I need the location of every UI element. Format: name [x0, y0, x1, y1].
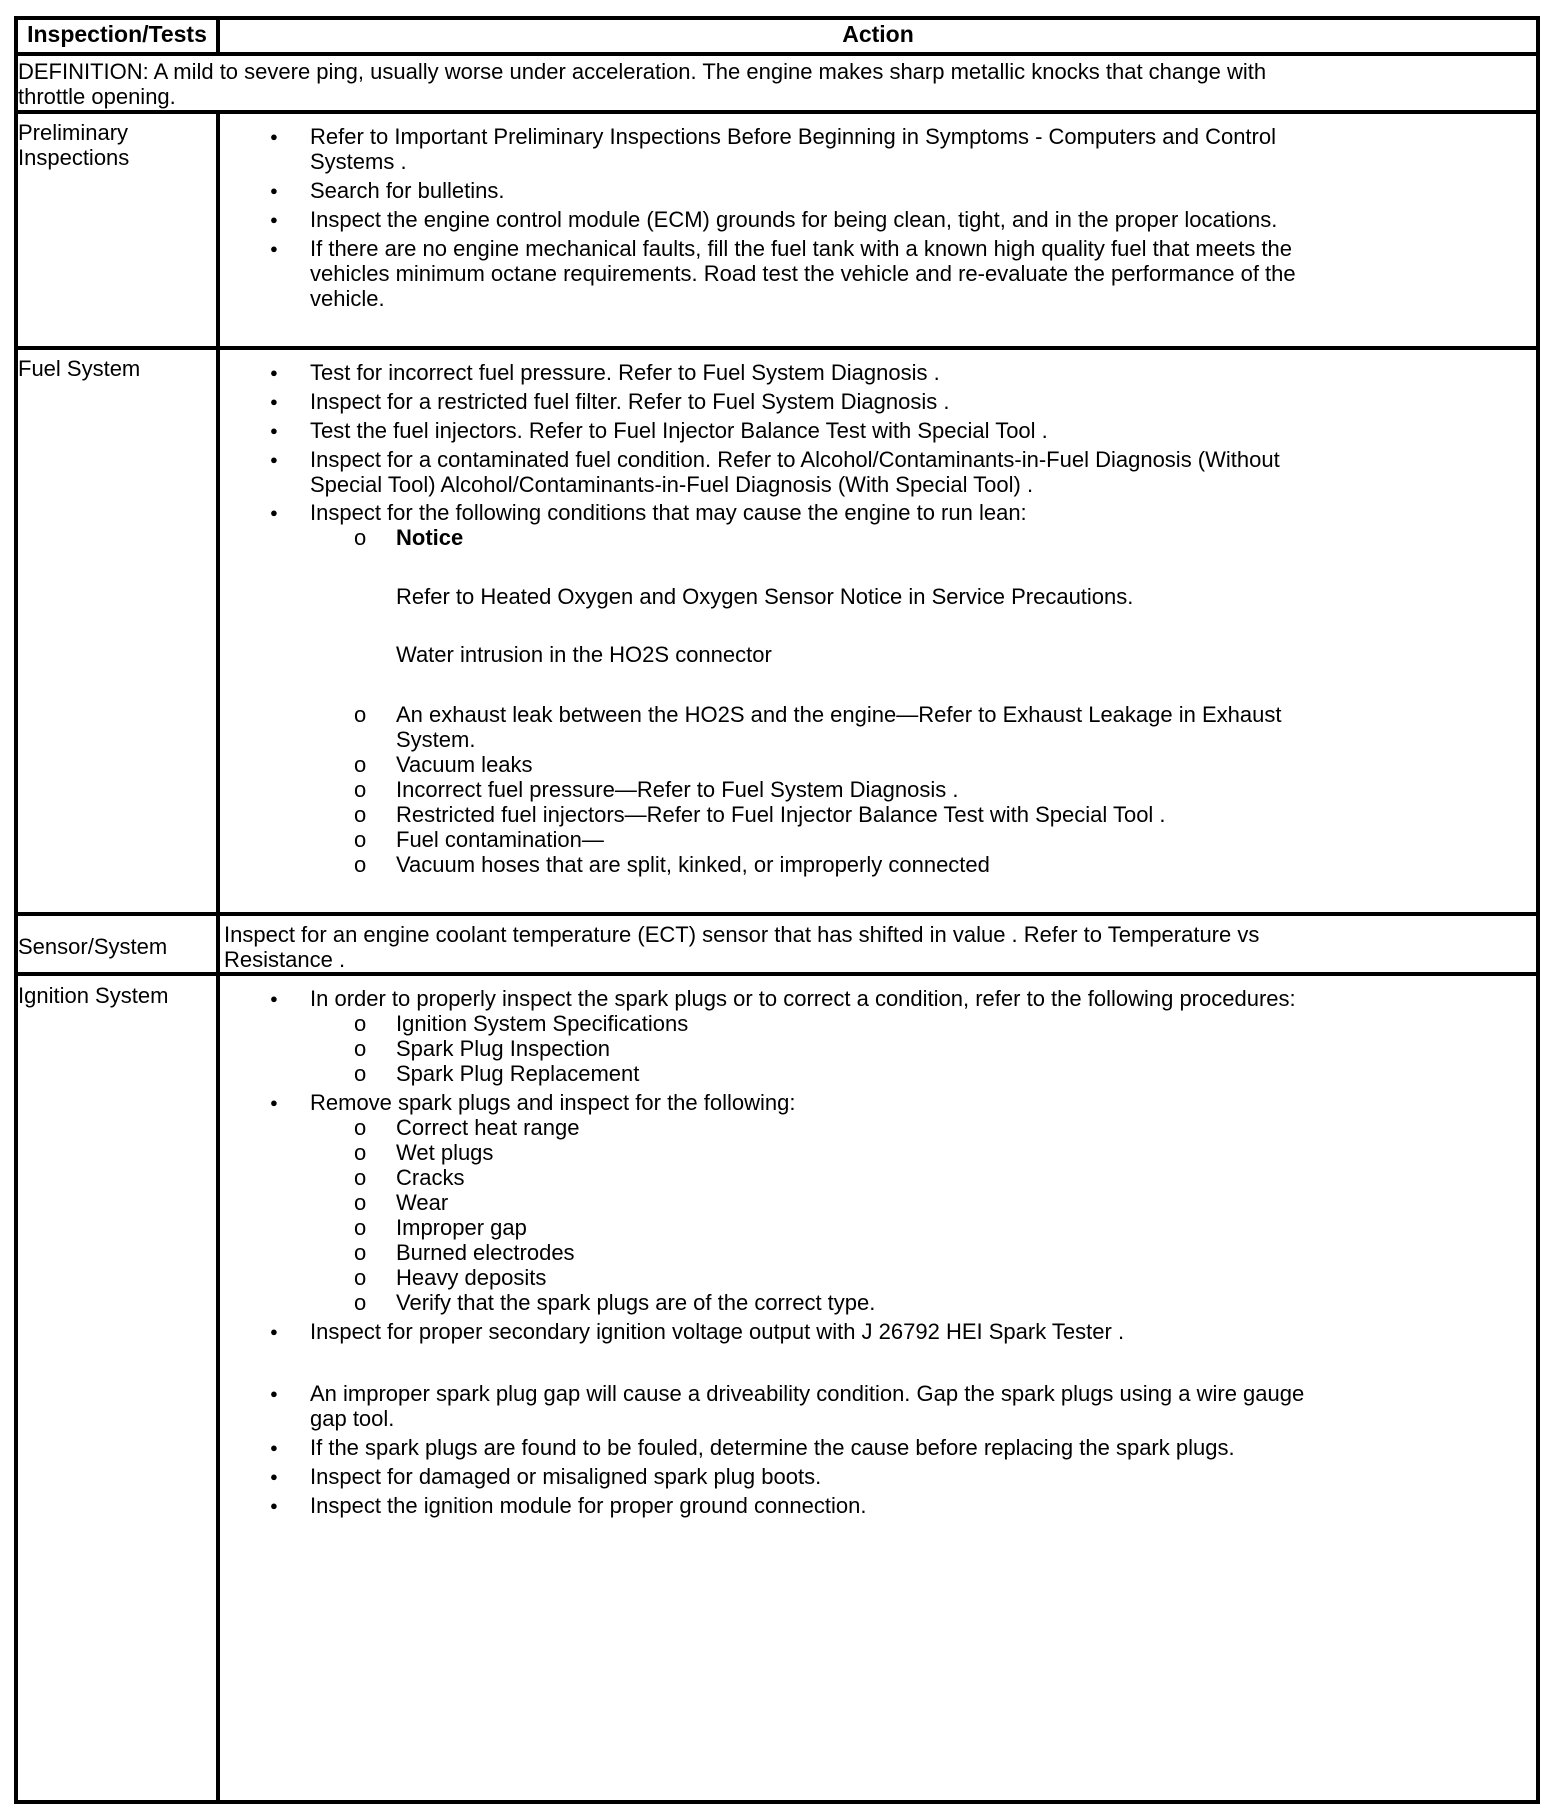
ignition-item-6: Inspect for damaged or misaligned spark plug boots.: [310, 1464, 822, 1489]
bullet-icon: ●: [270, 1386, 278, 1401]
lean-item-1-cont: System.: [396, 727, 476, 752]
ignition-item-3: Inspect for proper secondary ignition voltage output with J 26792 HEI Spark Tester .: [310, 1319, 1125, 1344]
fuel-item-5: Inspect for the following conditions that may cause the engine to run lean:: [310, 500, 1027, 525]
definition-line-1: DEFINITION: A mild to severe ping, usually worse under acceleration. The engine makes sharp metallic knocks that change with: [18, 59, 1267, 84]
lean-item-6: Vacuum hoses that are split, kinked, or improperly connected: [396, 852, 990, 877]
prelim-item-2: Search for bulletins.: [310, 178, 505, 203]
rule-fuel: [14, 912, 1540, 916]
check-7: Heavy deposits: [396, 1265, 547, 1290]
bullet-icon: ●: [270, 1095, 278, 1110]
sensor-line-1: Inspect for an engine coolant temperature (ECT) sensor that has shifted in value . Refer to Temperature vs: [224, 922, 1260, 947]
bullet-icon: ●: [270, 1440, 278, 1455]
rule-definition: [14, 110, 1540, 114]
bullet-icon: ●: [270, 505, 278, 520]
bullet-icon: ●: [270, 241, 278, 256]
sub-bullet-icon: o: [354, 1240, 367, 1265]
ignition-item-4: An improper spark plug gap will cause a driveability condition. Gap the spark plugs using a wire gauge: [310, 1381, 1305, 1406]
rule-left: [14, 16, 18, 1804]
sub-bullet-icon: o: [354, 852, 367, 877]
prelim-item-1-cont: Systems .: [310, 149, 407, 174]
check-8: Verify that the spark plugs are of the correct type.: [396, 1290, 876, 1315]
bullet-icon: ●: [270, 365, 278, 380]
lean-item-3: Incorrect fuel pressure—Refer to Fuel System Diagnosis .: [396, 777, 959, 802]
ignition-item-1: In order to properly inspect the spark plugs or to correct a condition, refer to the following procedures:: [310, 986, 1296, 1011]
bullet-icon: ●: [270, 991, 278, 1006]
row-label-preliminary-2: Inspections: [18, 145, 130, 170]
column-header-action: Action: [842, 21, 914, 47]
fuel-item-4: Inspect for a contaminated fuel condition. Refer to Alcohol/Contaminants-in-Fuel Diagnosis (Without: [310, 447, 1280, 472]
rule-col-body: [216, 110, 220, 1804]
row-label-preliminary: Preliminary: [18, 120, 129, 145]
lean-item-4: Restricted fuel injectors—Refer to Fuel Injector Balance Test with Special Tool .: [396, 802, 1166, 827]
bullet-icon: ●: [270, 1469, 278, 1484]
sub-bullet-icon: o: [354, 1290, 367, 1315]
fuel-item-4-cont: Special Tool) Alcohol/Contaminants-in-Fuel Diagnosis (With Special Tool) .: [310, 472, 1034, 497]
procedure-3: Spark Plug Replacement: [396, 1061, 640, 1086]
sub-bullet-icon: o: [354, 1215, 367, 1240]
prelim-item-4: If there are no engine mechanical faults, fill the fuel tank with a known high quality fuel that meets the: [310, 236, 1293, 261]
bullet-icon: ●: [270, 394, 278, 409]
prelim-item-4-cont: vehicles minimum octane requirements. Road test the vehicle and re-evaluate the performance of the: [310, 261, 1296, 286]
fuel-item-1: Test for incorrect fuel pressure. Refer to Fuel System Diagnosis .: [310, 360, 940, 385]
lean-item-2: Vacuum leaks: [396, 752, 533, 777]
bullet-icon: ●: [270, 1324, 278, 1339]
sub-bullet-icon: o: [354, 752, 367, 777]
row-label-ignition-system: Ignition System: [18, 983, 169, 1008]
check-4: Wear: [396, 1190, 449, 1215]
sub-bullet-icon: o: [354, 827, 367, 852]
sub-bullet-icon: o: [354, 1140, 367, 1165]
prelim-item-3: Inspect the engine control module (ECM) grounds for being clean, tight, and in the proper locations.: [310, 207, 1278, 232]
sub-bullet-icon: o: [354, 777, 367, 802]
check-3: Cracks: [396, 1165, 465, 1190]
sub-bullet-icon: o: [354, 1011, 367, 1036]
sub-bullet-icon: o: [354, 1036, 367, 1061]
bullet-icon: ●: [270, 129, 278, 144]
check-2: Wet plugs: [396, 1140, 494, 1165]
check-6: Burned electrodes: [396, 1240, 575, 1265]
sub-bullet-icon: o: [354, 702, 367, 727]
prelim-item-4-cont-2: vehicle.: [310, 286, 385, 311]
notice-title: Notice: [396, 525, 464, 550]
bullet-icon: ●: [270, 1498, 278, 1513]
bullet-icon: ●: [270, 183, 278, 198]
rule-header: [14, 52, 1540, 56]
row-label-fuel-system: Fuel System: [18, 356, 141, 381]
fuel-item-2: Inspect for a restricted fuel filter. Refer to Fuel System Diagnosis .: [310, 389, 950, 414]
ignition-item-5: If the spark plugs are found to be fouled, determine the cause before replacing the spark plugs.: [310, 1435, 1235, 1460]
sub-bullet-icon: o: [354, 1190, 367, 1215]
troubleshooting-table: [14, 16, 1540, 1804]
procedure-2: Spark Plug Inspection: [396, 1036, 611, 1061]
column-header-inspection: Inspection/Tests: [27, 21, 207, 47]
bullet-icon: ●: [270, 423, 278, 438]
rule-bottom: [14, 1800, 1540, 1804]
fuel-item-3: Test the fuel injectors. Refer to Fuel Injector Balance Test with Special Tool .: [310, 418, 1048, 443]
water-intrusion-text: Water intrusion in the HO2S connector: [396, 642, 772, 667]
ignition-item-4-cont: gap tool.: [310, 1406, 395, 1431]
row-label-sensor-system: Sensor/System: [18, 934, 168, 959]
sub-bullet-icon: o: [354, 1265, 367, 1290]
check-1: Correct heat range: [396, 1115, 580, 1140]
ignition-item-7: Inspect the ignition module for proper ground connection.: [310, 1493, 867, 1518]
rule-preliminary: [14, 346, 1540, 350]
prelim-item-1: Refer to Important Preliminary Inspections Before Beginning in Symptoms - Computers and Control: [310, 124, 1276, 149]
procedure-1: Ignition System Specifications: [396, 1011, 689, 1036]
notice-text: Refer to Heated Oxygen and Oxygen Sensor Notice in Service Precautions.: [396, 584, 1134, 609]
bullet-icon: ●: [270, 212, 278, 227]
definition-line-2: throttle opening.: [18, 84, 176, 109]
sub-bullet-icon: o: [354, 1061, 367, 1086]
sub-bullet-icon: o: [354, 1165, 367, 1190]
sub-bullet-icon: o: [354, 802, 367, 827]
check-5: Improper gap: [396, 1215, 527, 1240]
sensor-line-2: Resistance .: [224, 947, 346, 972]
ignition-item-2: Remove spark plugs and inspect for the following:: [310, 1090, 796, 1115]
lean-item-1: An exhaust leak between the HO2S and the engine—Refer to Exhaust Leakage in Exhaust: [396, 702, 1282, 727]
sub-bullet-icon: o: [354, 525, 367, 550]
rule-right: [1536, 16, 1540, 1804]
sub-bullet-icon: o: [354, 1115, 367, 1140]
lean-item-5: Fuel contamination—: [396, 827, 604, 852]
bullet-icon: ●: [270, 452, 278, 467]
